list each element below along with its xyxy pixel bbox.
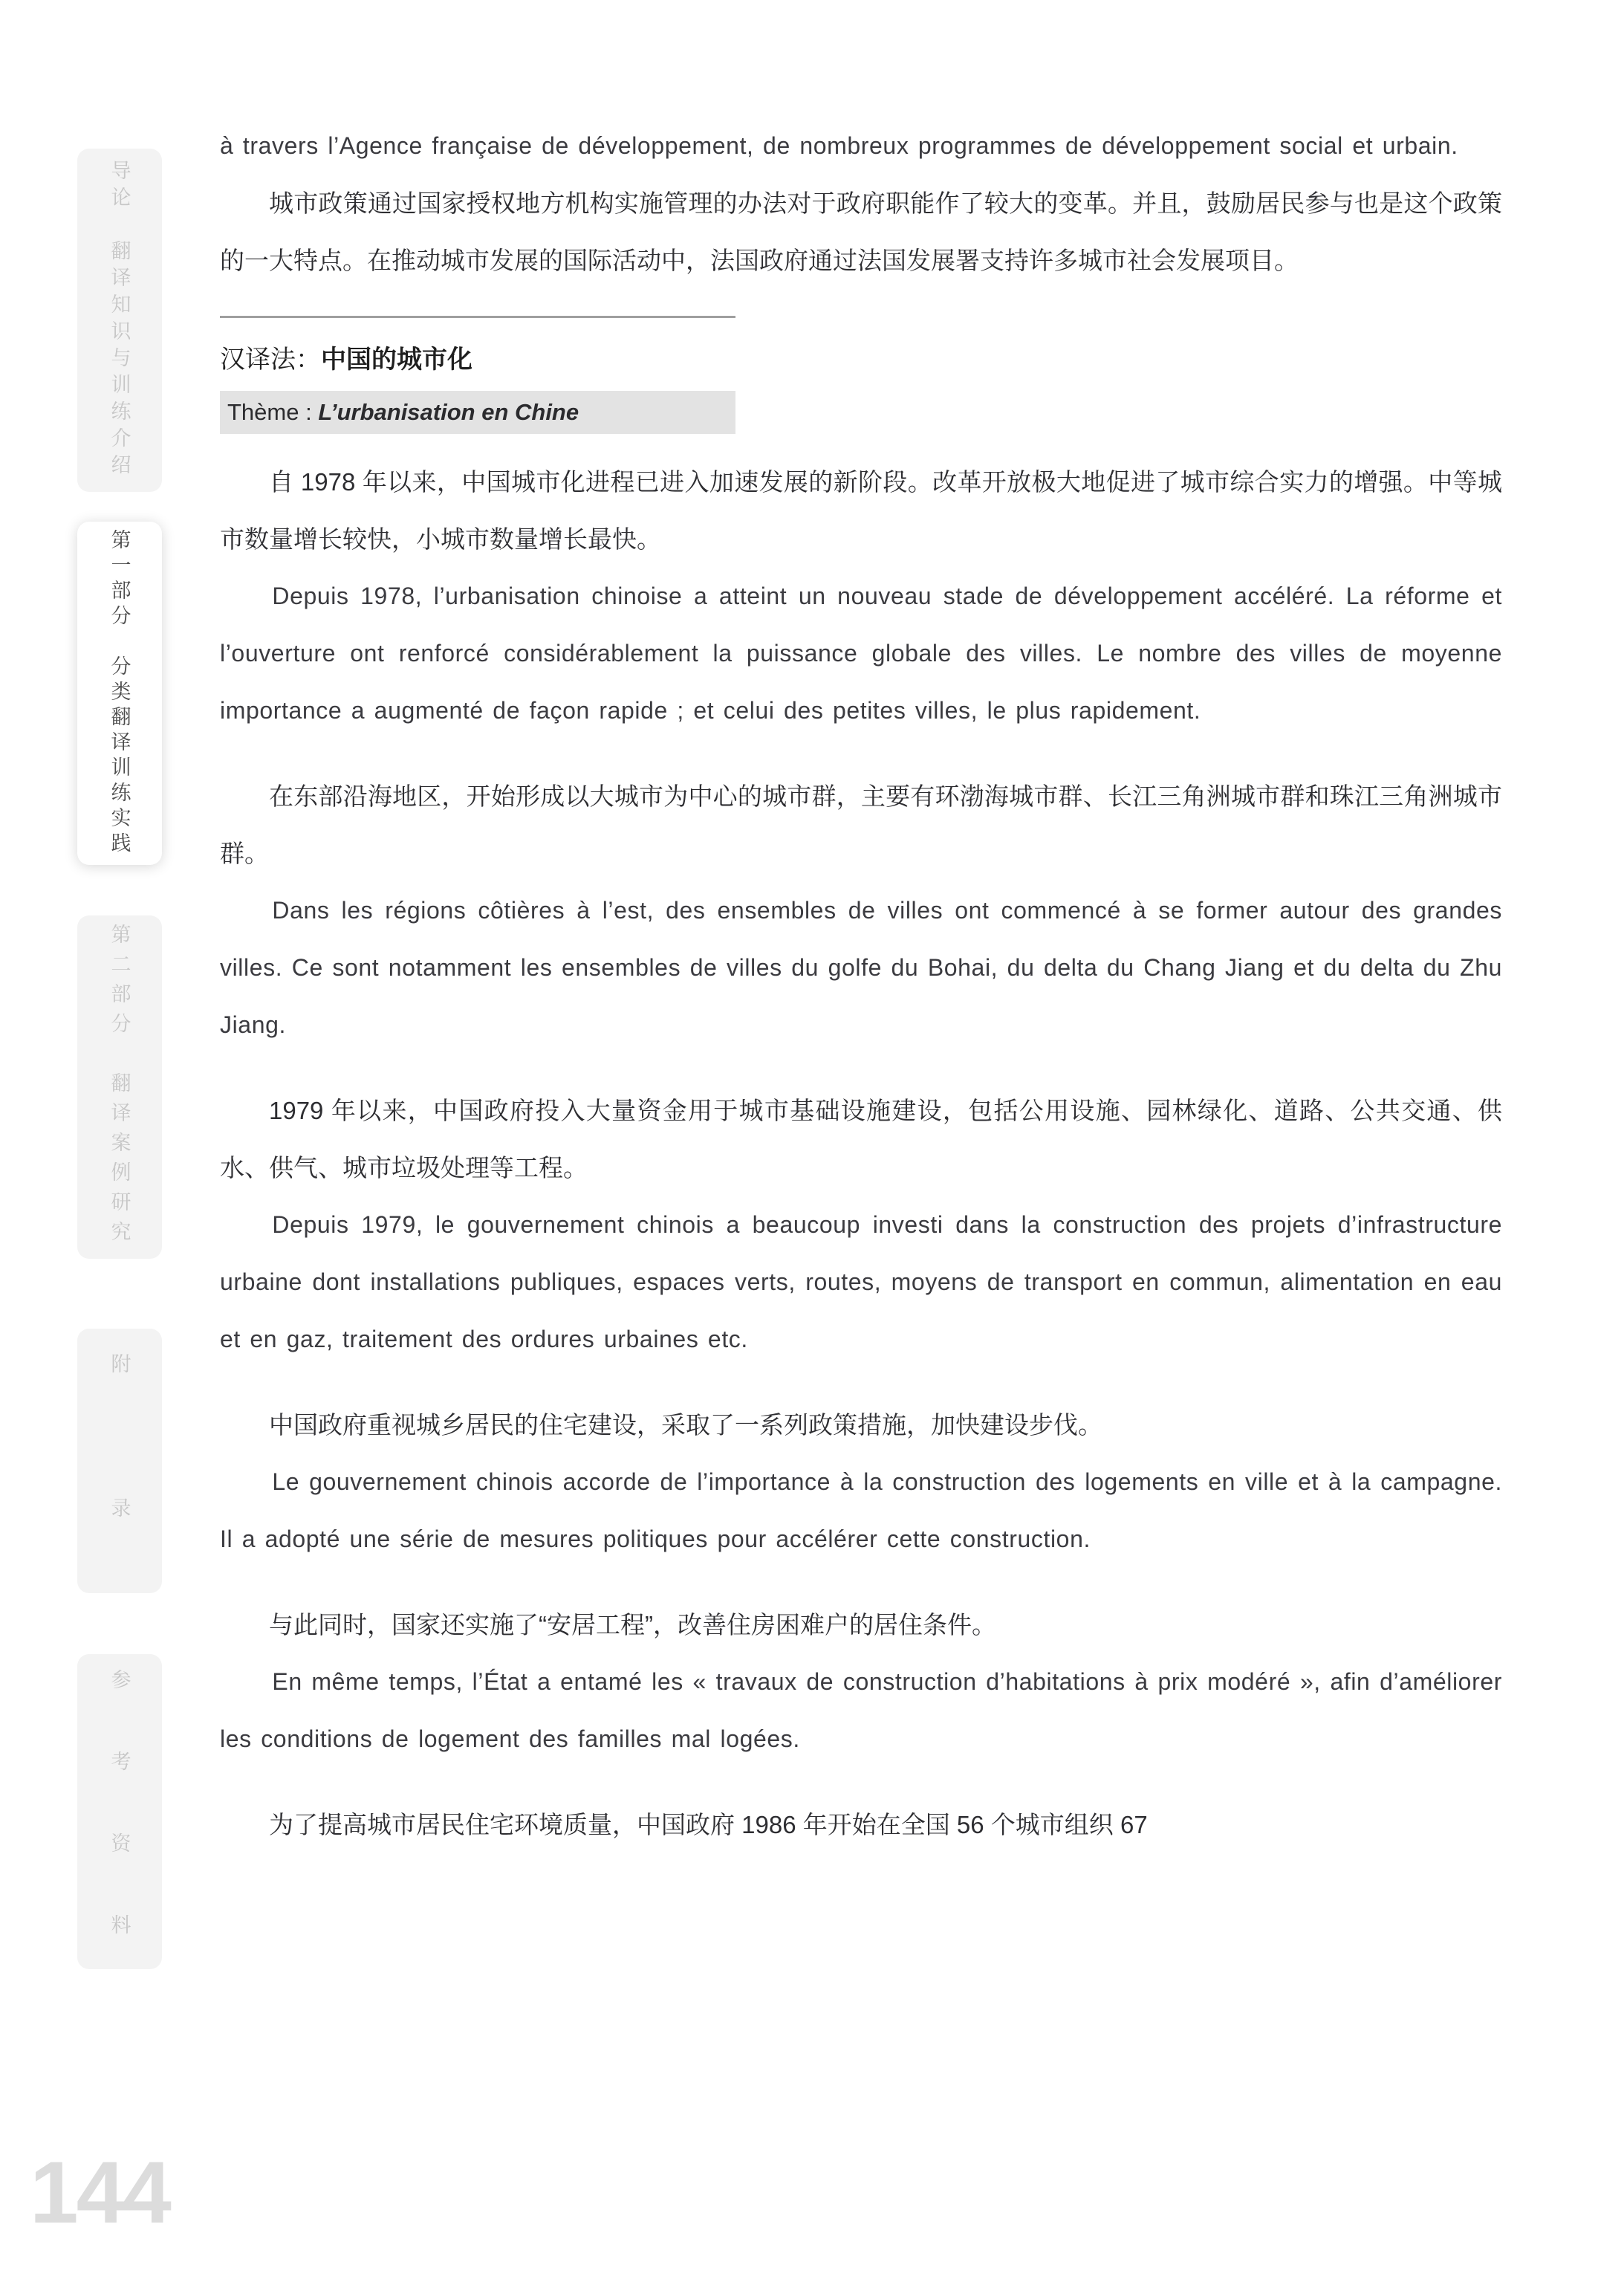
paragraph-fr-since-1978: Depuis 1978, l’urbanisation chinoise a atteint un nouveau stade de développement accéléré. La réforme et l’ouverture ont renforcé considérablement la puissance globale des villes. Le nombre des villes de moyenne importance a augmenté de façon rapide ; et celui des petites villes, le plus rapidement. [220,583,1502,724]
paragraph-zh-coastal-regions: 在东部沿海地区，开始形成以大城市为中心的城市群，主要有环渤海城市群、长江三角洲城市群和珠江三角洲城市群。 [220,782,1502,867]
section-title-fr [220,391,735,434]
sidebar-tab-label: 导论 翻译知识与训练介绍 [108,160,131,481]
sidebar-tab-appendix [77,1329,162,1593]
paragraph-zh-housing: 中国政府重视城乡居民的住宅建设，采取了一系列政策措施，加快建设步伐。 [269,1411,1102,1439]
paragraph-fr-housing: Le gouvernement chinois accorde de l’importance à la construction des logements en ville et à la campagne. Il a adopté une série de mesures politiques pour accélérer cette construction. [220,1468,1502,1552]
sidebar-tab-part2 [77,915,162,1259]
sidebar-tab-introduction [77,149,162,492]
paragraph-fr-coastal-regions: Dans les régions côtières à l’est, des ensembles de villes ont commencé à se former autour des grandes villes. Ce sont notamment les ensembles de villes du golfe du Bohai, du delta du Chang Jiang et du delta du Zhu Jiang. [220,897,1502,1038]
sidebar-tab-label: 附 录 [108,1352,131,1569]
paragraph-zh-anju-project: 与此同时，国家还实施了“安居工程”，改善住房困难户的居住条件。 [269,1611,996,1638]
sidebar-tab-part1-active [77,522,162,865]
section-title-zh-text: 中国的城市化 [321,346,472,374]
paragraph-zh-since-1978: 自 1978 年以来，中国城市化进程已进入加速发展的新阶段。改革开放极大地促进了城市综合实力的增强。中等城市数量增长较快，小城市数量增长最快。 [220,468,1502,553]
sidebar [0,0,178,2282]
paragraph-fr-anju-project: En même temps, l’État a entamé les « travaux de construction d’habitations à prix modéré », afin d’améliorer les conditions de logement des familles mal logées. [220,1668,1502,1752]
paragraph-zh-urban-policy: 城市政策通过国家授权地方机构实施管理的办法对于政府职能作了较大的变革。并且，鼓励居民参与也是这个政策的一大特点。在推动城市发展的国际活动中，法国政府通过法国发展署支持许多城市社会发展项目。 [220,189,1502,274]
sidebar-tab-label: 参 考 资 料 [108,1668,131,1955]
paragraph-fr-continuation: à travers l’Agence française de développement, de nombreux programmes de développement social et urbain. [220,132,1458,159]
page-content [220,117,1502,1853]
section-title-zh-label: 汉译法： [220,346,321,374]
section-title-fr-label: Thème : [227,399,319,425]
section-title-zh [220,340,1502,379]
section-divider-line [220,316,735,318]
sidebar-tab-label: 第一部分 分类翻译训练实践 [108,529,131,858]
section-header [220,316,1502,434]
paragraph-zh-since-1979: 1979 年以来，中国政府投入大量资金用于城市基础设施建设，包括公用设施、园林绿化、道路、公共交通、供水、供气、城市垃圾处理等工程。 [220,1097,1502,1181]
sidebar-tab-references [77,1654,162,1969]
page-number: 144 [30,2144,169,2242]
section-title-fr-text: L’urbanisation en Chine [318,399,579,425]
paragraph-zh-1986-cities: 为了提高城市居民住宅环境质量，中国政府 1986 年开始在全国 56 个城市组织 67 [269,1811,1148,1838]
sidebar-tab-label: 第二部分 翻译案例研究 [108,924,131,1251]
paragraph-fr-since-1979: Depuis 1979, le gouvernement chinois a beaucoup investi dans la construction des projets d’infrastructure urbaine dont installations publiques, espaces verts, routes, moyens de transport en commun, alimentation en eau et en gaz, traitement des ordures urbaines etc. [220,1211,1502,1352]
